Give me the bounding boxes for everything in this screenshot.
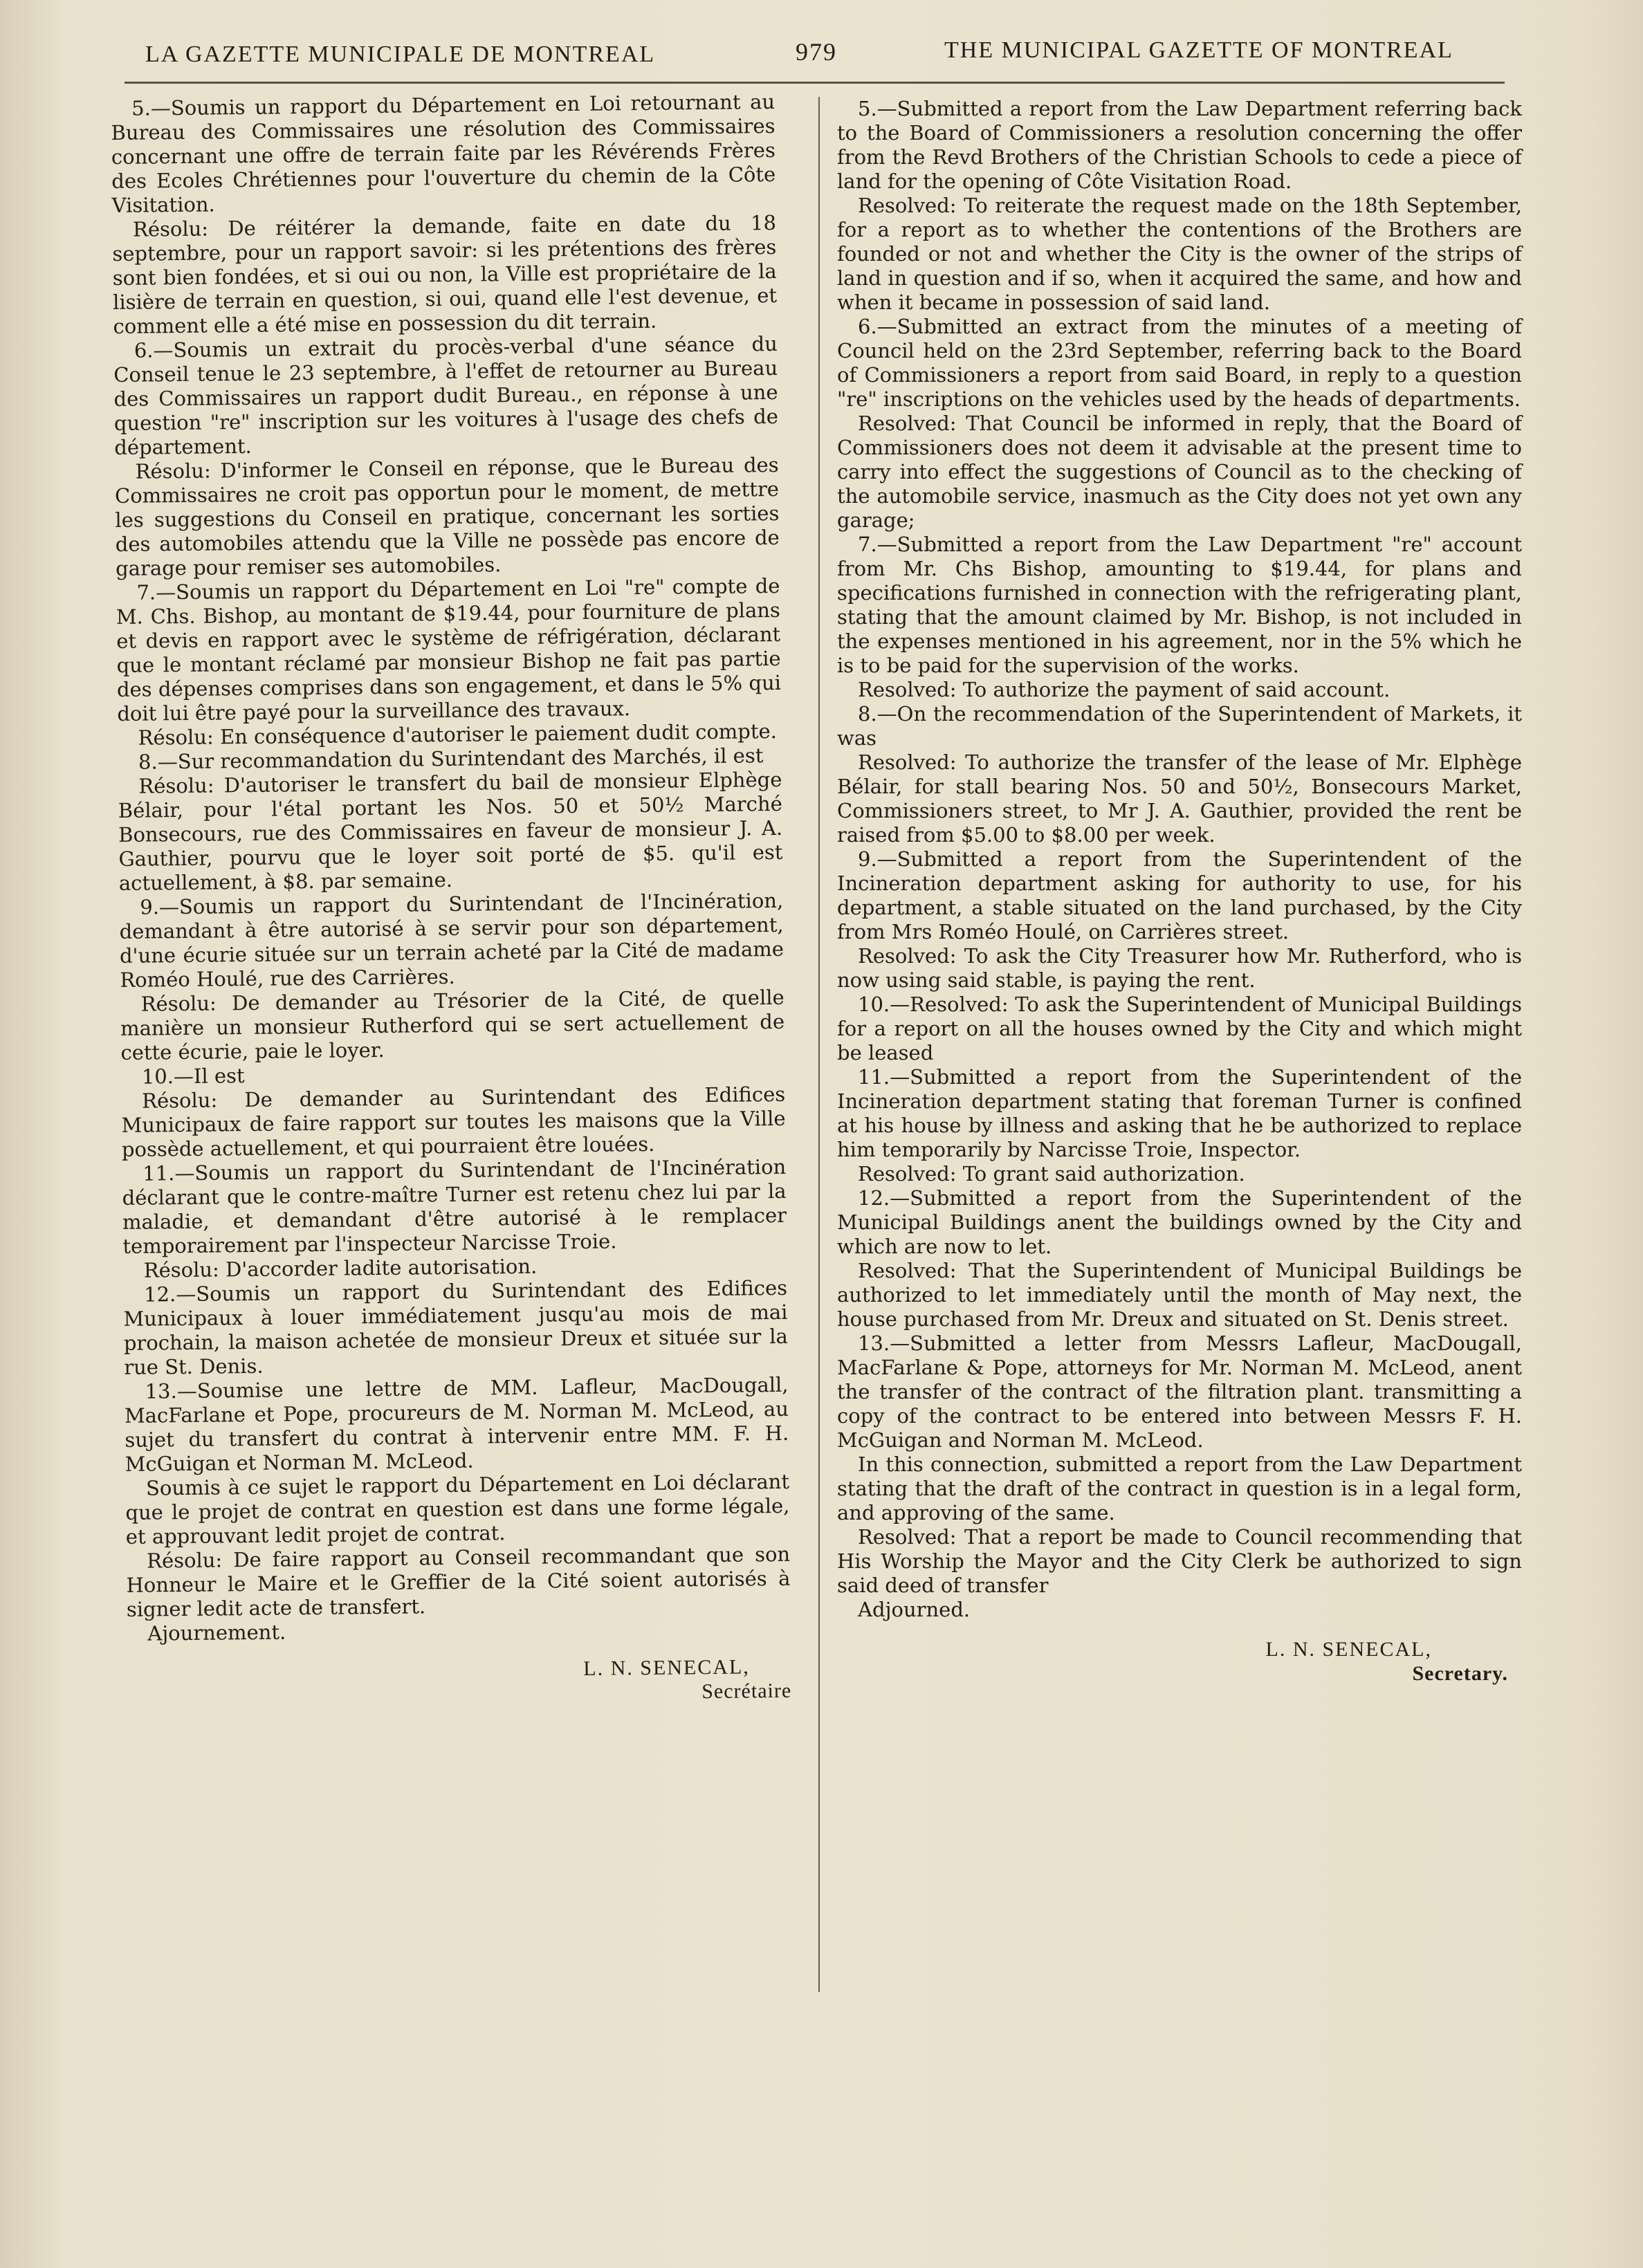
en-paragraph: Resolved: That Council be informed in reply, that the Board of Commissioners does not deem it advisable at the present time to carry into effect the suggestions of Council as to the checking of the automobile service, inasmuch as the City does not yet own any garage; (837, 412, 1522, 532)
en-paragraph: Resolved: To authorize the payment of said account. (858, 678, 1390, 701)
en-paragraph: Resolved: To ask the City Treasurer how Mr. Rutherford, who is now using said stable, is paying the rent. (837, 944, 1522, 992)
en-paragraph: 8.—On the recommendation of the Superintendent of Markets, it was (837, 702, 1522, 750)
french-column (111, 90, 791, 1710)
fr-paragraph: Résolu: D'autoriser le transfert du bail de monsieur Elphège Bélair, pour l'étal portant les Nos. 50 et 50½ Marché Bonsecours, rue des Commissaires en faveur de monsieur J. A. Gauthier, pourvu que le loyer soit porté de $5. qu'il est actuellement, à $8. par semaine. (118, 767, 783, 895)
fr-paragraph: 13.—Soumise une lettre de MM. Lafleur, MacDougall, MacFarlane et Pope, procureurs de M. Norman M. McLeod, au sujet du transfert du contrat à intervenir entre MM. F. H. McGuigan et Norman M. McLeod. (124, 1372, 789, 1476)
english-column (837, 97, 1522, 1686)
fr-paragraph: 7.—Soumis un rapport du Département en Loi "re" compte de M. Chs. Bishop, au montant de $19.44, pour fourniture de plans et devis en rapport avec le système de réfrigération, déclarant que le montant réclamé par monsieur Bishop ne fait pas partie des dépenses comprises dans son engagement, et dans le 5% qui doit lui être payé pour la surveillance des travaux. (116, 573, 782, 726)
fr-paragraph: Résolu: De réitérer la demande, faite en date du 18 septembre, pour un rapport savoir: si les prétentions des frères sont bien fondées, et si oui ou non, la Ville est propriétaire de la lisière de terrain en question, si oui, quand elle l'est devenue, et comment elle a été mise en possession du dit terrain. (112, 210, 778, 338)
fr-paragraph: Résolu: De demander au Trésorier de la Cité, de quelle manière un monsieur Rutherford qui se sert actuellement de cette écurie, paie le loyer. (120, 985, 785, 1064)
en-paragraph: 5.—Submitted a report from the Law Department referring back to the Board of Commissioners a resolution concerning the offer from the Revd Brothers of the Christian Schools to cede a piece of land for the opening of Côte Visitation Road. (837, 97, 1522, 193)
en-paragraph: Resolved: To authorize the transfer of the lease of Mr. Elphège Bélair, for stall bearing Nos. 50 and 50½, Bonsecours Market, Commissioners street, to Mr J. A. Gauthier, provided the rent be raised from $5.00 to $8.00 per week. (837, 750, 1522, 847)
en-paragraph: 7.—Submitted a report from the Law Department "re" account from Mr. Chs Bishop, amounting to $19.44, for plans and specifications furnished in connection with the refrigerating plant, stating that the amount claimed by Mr. Bishop, is not included in the expenses mentioned in his agreement, nor in the 5% which he is to be paid for the supervision of the works. (837, 533, 1522, 677)
en-paragraph: 13.—Submitted a letter from Messrs Lafleur, MacDougall, MacFarlane & Pope, attorneys for Mr. Norman M. McLeod, anent the transfer of the contract of the filtration plant. transmitting a copy of the contract to be entered into between Messrs F. H. McGuigan and Norman M. McLeod. (837, 1331, 1522, 1452)
fr-paragraph: Résolu: De faire rapport au Conseil recommandant que son Honneur le Maire et le Greffier de la Cité soient autorisés à signer ledit acte de transfert. (126, 1542, 791, 1621)
page-number: 979 (796, 38, 837, 66)
fr-paragraph: 5.—Soumis un rapport du Département en Loi retournant au Bureau des Commissaires une résolution des Commissaires concernant une offre de terrain faite par les Révérends Frères des Ecoles Chrétiennes pour l'ouverture du chemin de la Côte Visitation. (111, 89, 776, 217)
en-paragraph: Resolved: To grant said authorization. (858, 1162, 1245, 1186)
fr-paragraph: Ajournement. (147, 1620, 286, 1645)
fr-paragraph: Soumis à ce sujet le rapport du Département en Loi déclarant que le projet de contrat en question est dans une forme légale, et approuvant ledit projet de contrat. (125, 1469, 790, 1549)
column-divider (818, 97, 820, 1992)
fr-paragraph: 8.—Sur recommandation du Surintendant des Marchés, il est (138, 744, 764, 774)
fr-paragraph: Résolu: D'accorder ladite autorisation. (143, 1254, 538, 1282)
fr-paragraph: Résolu: De demander au Surintendant des Edifices Municipaux de faire rapport sur toutes les maisons que la Ville possède actuellement, et qui pourraient être louées. (121, 1082, 786, 1161)
running-head-english-title: THE MUNICIPAL GAZETTE OF MONTREAL (944, 37, 1453, 63)
en-paragraph: 10.—Resolved: To ask the Superintendent of Municipal Buildings for a report on all the houses owned by the City and which might be leased (837, 993, 1522, 1064)
en-paragraph: Resolved: That a report be made to Council recommending that His Worship the Mayor and the City Clerk be authorized to sign said deed of transfer (837, 1525, 1522, 1597)
en-paragraph: Resolved: That the Superintendent of Municipal Buildings be authorized to let immediately until the month of May next, the house purchased from Mr. Dreux and situated on St. Denis street. (837, 1259, 1522, 1331)
fr-signature-name: L. N. SENECAL, (583, 1655, 750, 1680)
fr-paragraph: 12.—Soumis un rapport du Surintendant des Edifices Municipaux à louer immédiatement jusqu'au mois de mai prochain, la maison achetée de monsieur Dreux et située sur la rue St. Denis. (123, 1275, 788, 1379)
fr-paragraph: 10.—Il est (141, 1064, 245, 1089)
en-paragraph: In this connection, submitted a report from the Law Department stating that the draft of the contract in question is in a legal form, and approving of the same. (837, 1453, 1522, 1524)
en-signature-title: Secretary. (1412, 1662, 1508, 1685)
en-paragraph: 9.—Submitted a report from the Superintendent of the Incineration department asking for authority to use, for his department, a stable situated on the land purchased, by the City from Mrs Roméo Houlé, on Carrières street. (837, 847, 1522, 943)
fr-signature-title: Secrétaire (701, 1679, 792, 1704)
running-head (0, 35, 1643, 76)
running-head-french-title: LA GAZETTE MUNICIPALE DE MONTREAL (145, 42, 656, 67)
en-paragraph: 12.—Submitted a report from the Superintendent of the Municipal Buildings anent the buildings owned by the City and which are now to let. (837, 1186, 1522, 1258)
header-rule (125, 82, 1505, 84)
fr-paragraph: Résolu: En conséquence d'autoriser le paiement dudit compte. (138, 719, 778, 750)
fr-paragraph: 9.—Soumis un rapport du Surintendant de l'Incinération, demandant à être autorisé à se servir pour son département, d'une écurie située sur un terrain acheté par la Cité de madame Roméo Houlé, rue des Carrières. (119, 888, 784, 992)
en-paragraph: Adjourned. (858, 1598, 971, 1621)
en-paragraph: 6.—Submitted an extract from the minutes of a meeting of Council held on the 23rd September, referring back to the Board of Commissioners a report from said Board, in reply to a question "re" inscriptions on the vehicles used by the heads of departments. (837, 315, 1522, 411)
fr-paragraph: 6.—Soumis un extrait du procès-verbal d'une séance du Conseil tenue le 23 septembre, à l'effet de retourner au Bureau des Commissaires un rapport dudit Bureau., en réponse à une question "re" inscription sur les voitures à l'usage des chefs de département. (113, 331, 779, 459)
fr-paragraph: 11.—Soumis un rapport du Surintendant de l'Incinération déclarant que le contre-maître Turner est retenu chez lui par la maladie, et demandant d'être autorisé à le remplacer temporairement par l'inspecteur Narcisse Troie. (122, 1154, 787, 1258)
en-signature-name: L. N. SENECAL, (1265, 1638, 1432, 1661)
en-paragraph: Resolved: To reiterate the request made on the 18th September, for a report as to whether the contentions of the Brothers are founded or not and whether the City is the owner of the strips of land in question and if so, when it acquired the same, and how and when it became in possession of said land. (837, 194, 1522, 314)
fr-paragraph: Résolu: D'informer le Conseil en réponse, que le Bureau des Commissaires ne croit pas opportun pour le moment, de mettre les suggestions du Conseil en pratique, concernant les sorties des automobiles attendu que la Ville ne possède pas encore de garage pour remiser ses automobiles. (114, 452, 780, 580)
en-paragraph: 11.—Submitted a report from the Superintendent of the Incineration department stating that foreman Turner is confined at his house by illness and asking that he be authorized to replace him temporarily by Narcisse Troie, Inspector. (837, 1065, 1522, 1161)
